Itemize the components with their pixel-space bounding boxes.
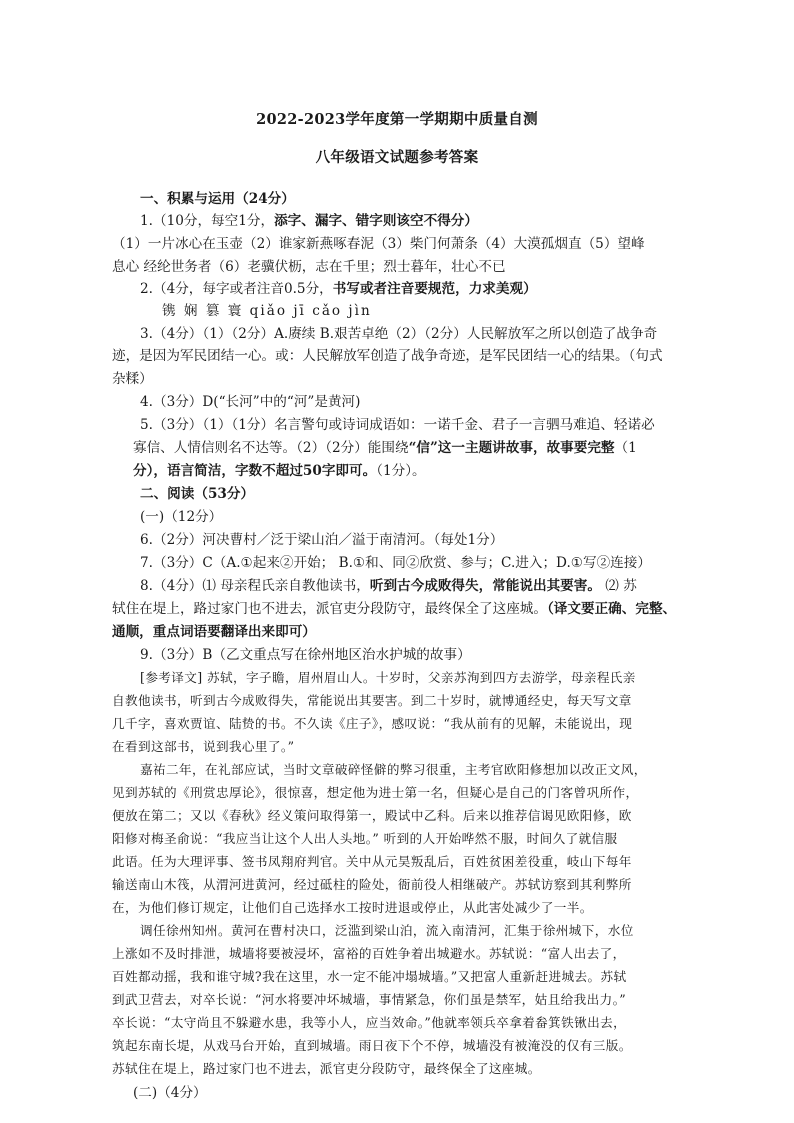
- translation-line: 见到苏轼的《刑赏忠厚论》，很惊喜，想定他为进士第一名，但疑心是自己的门客曾巩所作，: [112, 785, 639, 800]
- translation-line: 几千字，喜欢贾谊、陆贽的书。不久读《庄子》，感叹说：“我从前有的见解，未能说出，现: [112, 716, 633, 731]
- translation-line: 筑起东南长堤，从戏马台开始，直到城墙。雨日夜下个不停，城墙没有被淹没的仅有三版。: [112, 1038, 632, 1053]
- translation-line: 在看到这部书，说到我心里了。”: [112, 739, 295, 754]
- translation-line: 百姓都动摇，我和谁守城?我在这里，水一定不能冲塌城墙。”又把富人重新赶进城去。苏轼: [112, 969, 627, 984]
- answer-line: 4.（3分）D(“长河”中的“河”是黄河): [140, 394, 361, 410]
- answer-line: 9.（3分）B（乙文重点写在徐州地区治水护城的故事）: [140, 647, 471, 663]
- answer-text: （1: [614, 440, 637, 456]
- answer-line: 7.（3分）C（A.①起来②开始； B.①和、同②欣赏、参与；C.进入；D.①写②连接）: [140, 555, 651, 571]
- answer-line: 镌 娴 篡 寰 qiǎo jī cǎo jìn: [162, 303, 372, 319]
- answer-line: 迹，是因为军民团结一心。或：人民解放军创造了战争奇迹，是军民团结一心的结果。（句式: [112, 348, 663, 364]
- answer-text: 1.（10分，每空1分，: [140, 213, 275, 229]
- translation-line: 苏轼住在堤上，路过家门也不进去，派官吏分段防守，最终保全了这座城。: [112, 1061, 541, 1076]
- answer-text: 8.（4分）⑴ 母亲程氏亲自教他读书，: [140, 578, 370, 594]
- answer-line: 3.（4分）（1）（2分）A.赓续 B.艰苦卓绝（2）（2分）人民解放军之所以创造了战争奇: [140, 326, 658, 342]
- answer-line: （1）一片冰心在玉壶（2）谁家新燕啄春泥（3）柴门何萧条（4）大漠孤烟直（5）望峰: [112, 236, 645, 252]
- translation-line: 此语。任为大理评事、签书凤翔府判官。关中从元昊叛乱后，百姓贫困差役重，岐山下每年: [112, 854, 632, 869]
- answer-line: 6.（2分）河决曹村／泛于梁山泊／溢于南清河。（每处1分）: [140, 532, 504, 548]
- answer-line: 杂糅）: [112, 371, 153, 387]
- answer-line: [140, 212, 478, 230]
- answer-text: 轼住在堤上，路过家门也不进去，派官吏分段防守，最终保全了这座城。: [112, 601, 547, 617]
- translation-line: 到武卫营去，对卒长说：“河水将要冲坏城墙，事情紧急，你们虽是禁军，姑且给我出力。”: [112, 992, 627, 1007]
- answer-line: [133, 462, 426, 480]
- answer-line: [133, 439, 637, 457]
- translation-line: 便放在第二；又以《春秋》经义策问取得第一，殿试中乙科。后来以推荐信谒见欧阳修，欧: [112, 808, 632, 823]
- answer-text: ⑵ 苏: [600, 578, 637, 594]
- translation-line: 阳修对梅圣俞说：“我应当让这个人出人头地。” 听到的人开始哗然不服，时间久了就信服: [112, 831, 618, 846]
- translation-line: 在，为他们修订规定，让他们自己选择水工按时进退或停止，从此害处减少了一半。: [112, 900, 593, 915]
- answer-line: [112, 600, 676, 618]
- subsection-heading: (一)（12分）: [140, 509, 223, 525]
- answer-line: 息心 经纶世务者（6）老骥伏枥，志在千里；烈士暮年，壮心不已: [112, 259, 506, 275]
- section-heading: 一、积累与运用（24分）: [140, 191, 295, 207]
- subsection-heading: (二)（4分）: [133, 1085, 207, 1101]
- translation-line: 上涨如不及时排泄，城墙将要被浸坏，富裕的百姓争着出城避水。苏轼说：“富人出去了，: [112, 946, 626, 961]
- answer-emphasis: 分），语言简洁，字数不超过50字即可。: [133, 463, 377, 479]
- section-heading: 二、阅读（53分）: [140, 486, 255, 502]
- answer-line: 通顺，重点词语要翻译出来即可）: [112, 624, 316, 640]
- answer-emphasis: 听到古今成败得失，常能说出其要害。: [369, 578, 601, 594]
- translation-line: 输送南山木筏，从渭河进黄河，经过砥柱的险处，衙前役人相继破产。苏轼访察到其利弊所: [112, 877, 632, 892]
- answer-line: 5.（3分）（1）（1分）名言警句或诗词成语如：一诺千金、君子一言驷马难追、轻诺必: [140, 417, 655, 433]
- answer-emphasis: （译文要正确、完整、: [547, 601, 677, 617]
- answer-emphasis: 添字、漏字、错字则该空不得分）: [274, 213, 478, 229]
- translation-line: [参考译文] 苏轼，字子瞻，眉州眉山人。十岁时，父亲苏洵到四方去游学，母亲程氏亲: [140, 670, 636, 685]
- translation-line: 调任徐州知州。黄河在曹村决口，泛滥到梁山泊，流入南清河，汇集于徐州城下，水位: [140, 923, 634, 938]
- answer-text: 2.（4分，每字或者注音0.5分，: [140, 281, 333, 297]
- document-subtitle: 八年级语文试题参考答案: [315, 149, 479, 166]
- translation-line: 自教他读书，听到古今成败得失，常能说出其要害。到二十岁时，就博通经史，每天写文章: [112, 693, 632, 708]
- answer-line: [140, 280, 537, 298]
- answer-line: [140, 577, 637, 595]
- translation-line: 卒长说：“太守尚且不躲避水患，我等小人，应当效命。”他就率领兵卒拿着畚箕铁锹出去，: [112, 1015, 627, 1030]
- answer-text: （1分）。: [376, 463, 426, 479]
- document-title: 2022-2023学年度第一学期期中质量自测: [256, 111, 538, 128]
- answer-emphasis: “信”这一主题讲故事，故事要完整: [408, 440, 615, 456]
- answer-emphasis: 书写或者注音要规范，力求美观）: [332, 281, 537, 297]
- answer-text: 寡信、人情信则名不达等。（2）（2分）能围绕: [133, 440, 409, 456]
- translation-line: 嘉祐二年，在礼部应试，当时文章破碎怪僻的弊习很重，主考官欧阳修想加以改正文风，: [140, 762, 647, 777]
